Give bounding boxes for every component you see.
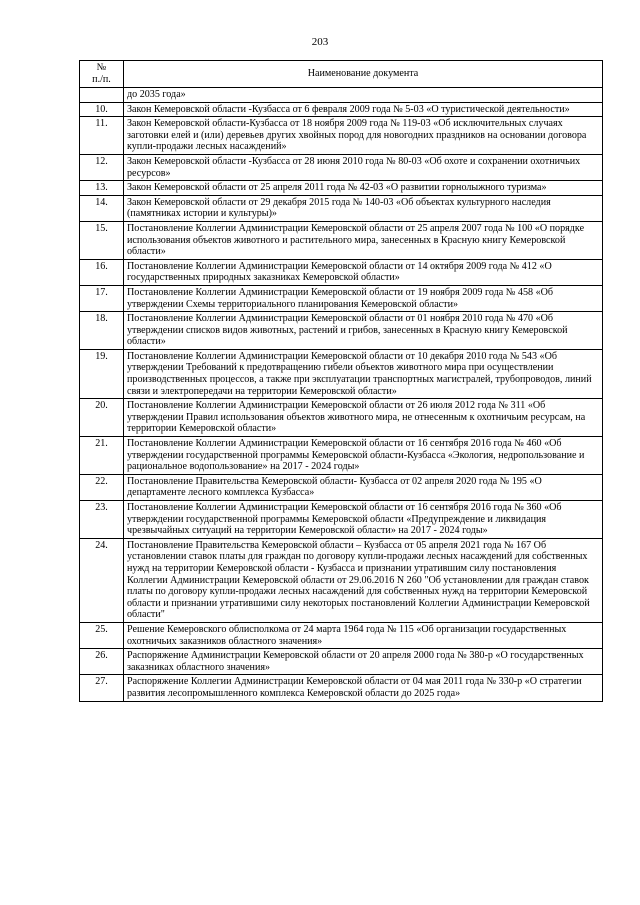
table-row (80, 285, 603, 311)
document-name: Закон Кемеровской области -Кузбасса от 28 июня 2010 года № 80-03 «Об охоте и сохранении охотничьих ресурсов» (124, 154, 603, 180)
table-row (80, 221, 603, 259)
document-name: до 2035 года» (124, 88, 603, 103)
row-number: 21. (80, 437, 124, 475)
row-number (80, 88, 124, 103)
documents-table (79, 60, 603, 702)
document-name: Постановление Коллегии Администрации Кемеровской области от 01 ноября 2010 года № 470 «Об утверждении списков видов животных, растений и грибов, занесенных в Красную книгу Кемеровской области» (124, 312, 603, 350)
table-row (80, 259, 603, 285)
table-row (80, 349, 603, 398)
document-name: Постановление Правительства Кемеровской области- Кузбасса от 02 апреля 2020 года № 195 «О департаменте лесного комплекса Кузбасса» (124, 474, 603, 500)
document-name: Закон Кемеровской области -Кузбасса от 6 февраля 2009 года № 5-03 «О туристической деятельности» (124, 102, 603, 117)
document-name: Закон Кемеровской области от 25 апреля 2011 года № 42-03 «О развитии горнолыжного туризма» (124, 181, 603, 196)
table-header-row (80, 61, 603, 88)
row-number: 15. (80, 221, 124, 259)
table-row (80, 474, 603, 500)
row-number: 18. (80, 312, 124, 350)
document-name: Постановление Коллегии Администрации Кемеровской области от 19 ноября 2009 года № 458 «Об утверждении Схемы территориального планирования Кемеровской области» (124, 285, 603, 311)
table-row (80, 181, 603, 196)
row-number: 22. (80, 474, 124, 500)
row-number: 12. (80, 154, 124, 180)
table-row (80, 88, 603, 103)
table-row (80, 501, 603, 539)
table-row (80, 312, 603, 350)
page-number: 203 (311, 36, 329, 48)
document-name: Закон Кемеровской области от 29 декабря 2015 года № 140-03 «Об объектах культурного наследия (памятниках истории и культуры)» (124, 195, 603, 221)
row-number: 17. (80, 285, 124, 311)
row-number: 13. (80, 181, 124, 196)
row-number: 24. (80, 538, 124, 622)
document-name: Постановление Коллегии Администрации Кемеровской области от 26 июля 2012 года № 311 «Об утверждении Правил использования объектов животного мира, не отнесенным к охотничьим ресурсам, на территории Кемеровской области» (124, 399, 603, 437)
table-row (80, 102, 603, 117)
document-name: Закон Кемеровской области-Кузбасса от 18 ноября 2009 года № 119-03 «Об исключительных случаях заготовки елей и (или) деревьев других хвойных пород для новогодних праздников на основании договора купли-продажи лесных насаждений» (124, 117, 603, 155)
column-header-number (80, 61, 124, 88)
document-name: Постановление Коллегии Администрации Кемеровской области от 14 октября 2009 года № 412 «О государственных природных заказниках Кемеровской области» (124, 259, 603, 285)
table-row (80, 622, 603, 648)
document-name: Постановление Коллегии Администрации Кемеровской области от 10 декабря 2010 года № 543 «Об утверждении Требований к предотвращению гибели объектов животного мира при осуществлении производственных процессов, а также при эксплуатации транспортных магистралей, трубопроводов, линий связи и электропередачи на территории Кемеровской области» (124, 349, 603, 398)
table-row (80, 437, 603, 475)
row-number: 11. (80, 117, 124, 155)
row-number: 25. (80, 622, 124, 648)
row-number: 27. (80, 675, 124, 701)
table-row (80, 675, 603, 701)
row-number: 20. (80, 399, 124, 437)
table-row (80, 399, 603, 437)
document-name: Постановление Правительства Кемеровской области – Кузбасса от 05 апреля 2021 года № 167 Об установлении ставок платы для граждан по договору купли-продажи лесных насаждений для собственных нужд на территории Кемеровской области - Кузбасса и признании утратившим силу постановления Коллегии Администрации Кемеровской области от 29.06.2016 N 260 "Об установлении для граждан ставок платы по договору купли-продажи лесных насаждений для собственных нужд на территории Кемеровской области и признании утратившими силу некоторых постановлений Коллегии Администрации Кемеровской области" (124, 538, 603, 622)
table-row (80, 154, 603, 180)
document-name: Распоряжение Администрации Кемеровской области от 20 апреля 2000 года № 380-р «О государственных заказниках областного значения» (124, 649, 603, 675)
column-header-number-line2: п./п. (92, 74, 111, 85)
table-row (80, 649, 603, 675)
row-number: 23. (80, 501, 124, 539)
document-name: Постановление Коллегии Администрации Кемеровской области от 25 апреля 2007 года № 100 «О порядке использования объектов животного и растительного мира, занесенных в Красную книгу Кемеровской области» (124, 221, 603, 259)
row-number: 19. (80, 349, 124, 398)
document-name: Распоряжение Коллегии Администрации Кемеровской области от 04 мая 2011 года № 330-р «О стратегии развития лесопромышленного комплекса Кемеровской области до 2025 года» (124, 675, 603, 701)
row-number: 16. (80, 259, 124, 285)
table-row (80, 538, 603, 622)
row-number: 14. (80, 195, 124, 221)
document-name: Постановление Коллегии Администрации Кемеровской области от 16 сентября 2016 года № 460 «Об утверждении государственной программы Кемеровской области-Кузбасса «Экология, недропользование и рациональное водопользование» на 2017 - 2024 годы» (124, 437, 603, 475)
row-number: 26. (80, 649, 124, 675)
document-name: Постановление Коллегии Администрации Кемеровской области от 16 сентября 2016 года № 360 «Об утверждении государственной программы Кемеровской области «Предупреждение и ликвидация чрезвычайных ситуаций на территории Кемеровской области» на 2017 - 2024 годы» (124, 501, 603, 539)
column-header-document-name: Наименование документа (124, 61, 603, 88)
row-number: 10. (80, 102, 124, 117)
table-row (80, 117, 603, 155)
document-name: Решение Кемеровского облисполкома от 24 марта 1964 года № 115 «Об организации государственных охотничьих заказников областного значения» (124, 622, 603, 648)
table-row (80, 195, 603, 221)
column-header-number-line1: № (96, 62, 107, 73)
